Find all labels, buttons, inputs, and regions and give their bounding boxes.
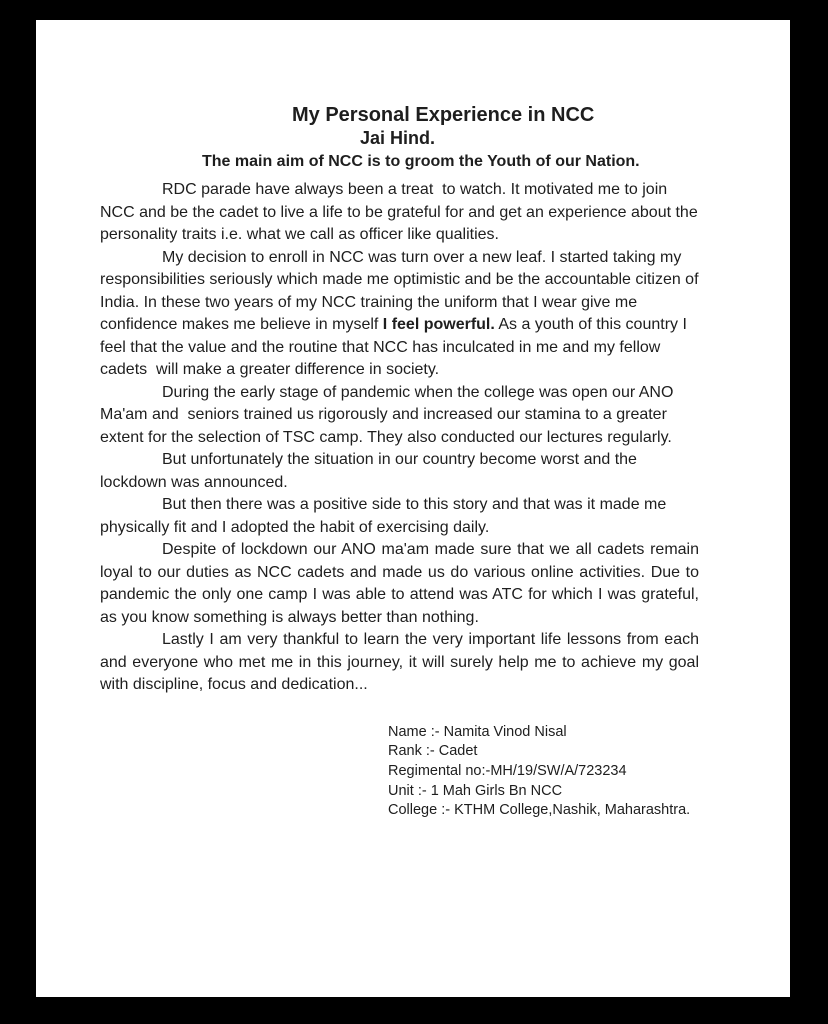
paragraph-decision-bold-phrase: I feel powerful.	[382, 316, 495, 333]
document-aim-line: The main aim of NCC is to groom the Youth of our Nation.	[202, 153, 640, 170]
paragraph-early-pandemic: During the early stage of pandemic when the college was open our ANO Ma'am and seniors trained us rigorously and increased our stamina to a greater extent for the selection of TSC camp. They also conducted our lectures regularly.	[100, 383, 678, 446]
document-salutation: Jai Hind.	[360, 128, 436, 148]
paragraph-despite-lockdown: Despite of lockdown our ANO ma'am made sure that we all cadets remain loyal to our duties as NCC cadets and made us do various online activities. Due to pandemic the only one camp I was able to attend was ATC for which I was grateful, as you know something is always better than nothing.	[100, 541, 704, 626]
paragraph-decision-to-enroll	[100, 247, 703, 382]
document-content	[36, 20, 790, 821]
signature-block	[388, 723, 699, 822]
signature-name: Name :- Namita Vinod Nisal	[388, 723, 567, 740]
paragraph-decision-after-bold: As a youth of this country I feel that the value and the routine that NCC has inculcated in me and my fellow cadets will make a greater difference in society.	[100, 316, 692, 378]
signature-rank: Rank :- Cadet	[388, 743, 478, 760]
document-title: My Personal Experience in NCC	[292, 104, 595, 126]
document-page	[36, 20, 790, 997]
paragraph-decision-before-bold: My decision to enroll in NCC was turn over a new leaf. I started taking my responsibilities seriously which made me optimistic and be the accountable citizen of India. In these two years of my NCC training the uniform that I wear give me confidence makes me believe in myself	[100, 248, 703, 333]
paragraph-positive-side: But then there was a positive side to this story and that was it made me physically fit and I adopted the habit of exercising daily.	[100, 496, 671, 536]
paragraph-lockdown-announced: But unfortunately the situation in our country become worst and the lockdown was announced.	[100, 451, 642, 491]
paragraph-rdc-parade: RDC parade have always been a treat to watch. It motivated me to join NCC and be the cadet to live a life to be grateful for and get an experience about the personality traits i.e. what we call as officer like qualities.	[100, 181, 703, 243]
paragraph-lastly-thankful: Lastly I am very thankful to learn the very important life lessons from each and everyone who met me in this journey, it will surely help me to achieve my goal with discipline, focus and dedication...	[100, 631, 704, 693]
signature-college: College :- KTHM College,Nashik, Maharashtra.	[388, 802, 691, 819]
signature-regimental-no: Regimental no:-MH/19/SW/A/723234	[388, 762, 627, 779]
signature-unit: Unit :- 1 Mah Girls Bn NCC	[388, 782, 563, 799]
